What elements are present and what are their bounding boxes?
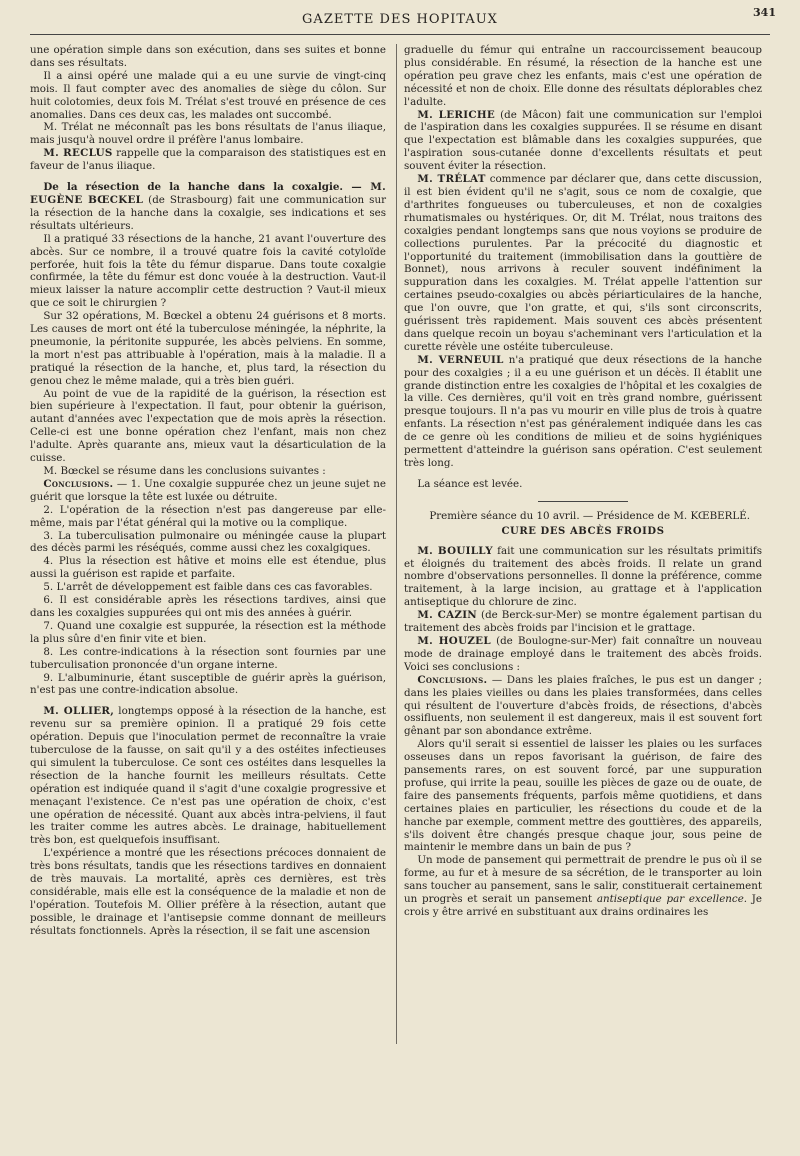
speaker-name: M. TRÉLAT bbox=[417, 173, 486, 186]
running-title: GAZETTE DES HOPITAUX bbox=[302, 12, 498, 27]
paragraph bbox=[404, 173, 762, 354]
speaker-name: — M. EUGÈNE BŒCKEL bbox=[30, 181, 386, 206]
speaker-name: M. LERICHE bbox=[417, 108, 496, 121]
conclusion-item: 5. L'arrêt de développement est faible dans ces cas favorables. bbox=[43, 581, 373, 594]
paragraph-text: (de Berck-sur-Mer) se montre également partisan du traitement des abcès froids par l'incision et le grattage. bbox=[404, 609, 762, 635]
paragraph-text: — 1. Une coxalgie suppurée chez un jeune sujet ne guérit que lorsque la tête est luxée ou détruite. bbox=[30, 477, 386, 503]
paragraph: M. Trélat ne méconnaît pas les bons résultats de l'anus iliaque, mais jusqu'à nouvel ordre il préfère l'anus lombaire. bbox=[30, 121, 386, 147]
paragraph-text: (de Boulogne-sur-Mer) fait connaître un nouveau mode de drainage employé dans le traitement des abcès froids. Voici ses conclusions : bbox=[404, 634, 762, 673]
conclusion-item: 8. Les contre-indications à la résection sont fournies par une tuberculisation prononcée d'un organe interne. bbox=[30, 645, 386, 671]
paragraph-text: commence par déclarer que, dans cette discussion, il est bien évident qu'il ne s'agit, sous ce nom de coxalgie, que d'arthrites fongueuses ou tuberculeuses, et non de coxalgies rhumatismales ou hystériques. Or, dit M. Trélat, nous traitons des coxalgies pendant longtemps sans que nous voyions se produire de collections purulentes. Par la précocité du diagnostic et l'opportunité du traitement (immobilisation dans la gouttière de Bonnet), nous arrivons à reculer souvent indéfiniment la suppuration dans les coxalgies. M. Trélat appelle l'attention sur certaines pseudo-coxalgies ou abcès périarticulaires de la hanche, que l'on ouvre, que l'on gratte, et qui, s'ils sont circonscrits, guérissent très rapidement. Mais souvent ces abcès présentent dans quelque recoin un boyau s'acheminant vers l'articulation et la curette révèle une ostéite tuberculeuse. bbox=[404, 173, 762, 353]
paragraph-text: (de Strasbourg) fait une communication sur la résection de la hanche dans la coxalgie, ses indications et ses résultats ultérieurs. bbox=[30, 193, 386, 232]
conclusion-item: 3. La tuberculisation pulmonaire ou méningée cause la plupart des décès parmi les réséqués, comme aussi chez les coxalgiques. bbox=[30, 529, 386, 555]
paragraph: Il a ainsi opéré une malade qui a eu une survie de vingt-cinq mois. Il faut compter avec des anomalies de siège du côlon. Sur huit colotomies, deux fois M. Trélat s'est trouvé en présence de ces anomalies. Dans ces deux cas, les malades ont succombé. bbox=[30, 69, 386, 121]
speaker-name: M. VERNEUIL bbox=[417, 353, 504, 366]
paragraph: une opération simple dans son exécution, dans ses suites et bonne dans ses résultats. bbox=[30, 44, 386, 69]
conclusion-item: 2. L'opération de la résection n'est pas dangereuse par elle-même, mais par l'état général qui la motive ou la complique. bbox=[30, 503, 386, 529]
section-rule bbox=[538, 501, 628, 502]
speaker-name: M. OLLIER, bbox=[43, 705, 115, 718]
conclusions-label: Conclusions. bbox=[43, 477, 114, 490]
paragraph bbox=[30, 181, 386, 233]
paragraph: graduelle du fémur qui entraîne un raccourcissement beaucoup plus considérable. En résumé, la résection de la hanche est une opération peu grave chez les enfants, mais c'est une opération de nécessité et non de choix. Elle donne des résultats déplorables chez l'adulte. bbox=[404, 44, 762, 108]
page-number: 341 bbox=[753, 6, 776, 19]
conclusion-item: 4. Plus la résection est hâtive et moins elle est étendue, plus aussi la guérison est rapide et parfaite. bbox=[30, 555, 386, 581]
paragraph-text: fait une communication sur les résultats primitifs et éloignés du traitement des abcès froids. Il relate un grand nombre d'observations personnelles. Il donne la préférence, comme traitement, à la large incision, au grattage et à l'application antiseptique du chlorure de zinc. bbox=[404, 544, 762, 609]
speaker-name: M. RECLUS bbox=[43, 147, 113, 160]
italic-phrase: antiseptique par excellence. bbox=[596, 893, 748, 906]
speaker-name: M. CAZIN bbox=[417, 609, 478, 622]
paragraph-text: Je crois y être arrivé en substituant aux drains ordinaires les bbox=[404, 893, 762, 918]
paragraph bbox=[404, 609, 762, 635]
paragraph bbox=[404, 354, 762, 470]
speaker-name: M. HOUZEL bbox=[417, 634, 491, 647]
paragraph-text: rappelle que la comparaison des statistiques est en faveur de l'anus iliaque. bbox=[30, 147, 386, 173]
paragraph-text: — Dans les plaies fraîches, le pus est un danger ; dans les plaies vieilles ou dans les plaies transformées, dans celles qui résultent de l'ouverture d'abcès froids, de résections, d'abcès ossifluents, non seulement il est dangereux, mais il est souvent fort gênant par son abondance extrême. bbox=[404, 673, 762, 738]
speaker-name: M. BOUILLY bbox=[417, 544, 493, 557]
spacer bbox=[30, 173, 386, 181]
paragraph-text: longtemps opposé à la résection de la hanche, est revenu sur sa première opinion. Il a pratiqué 29 fois cette opération. Depuis que l'inoculation permet de reconnaître la vraie tuberculose de la fausse, on sait qu'il y a des ostéites infectieuses qui simulent la tuberculose. Ce sont ces ostéites dans lesquelles la résection de la hanche fournit les meilleurs résultats. Cette opération est indiquée quand il s'agit d'une coxalgie progressive et menaçant l'existence. Ce n'est pas une opération de choix, c'est une opération de nécessité. Quant aux abcès intra-pelviens, il faut les traiter comme les autres abcès. Le drainage, habituellement très bon, est quelquefois insuffisant. bbox=[30, 705, 386, 847]
paragraph bbox=[30, 705, 386, 847]
left-column bbox=[30, 44, 386, 938]
paragraph: Alors qu'il serait si essentiel de laisser les plaies ou les surfaces osseuses dans un repos favorisant la guérison, de faire des pansements rares, on est souvent forcé, par une suppuration profuse, qui irrite la peau, souille les pièces de gaze ou de ouate, de faire des pansements fréquents, parfois même quotidiens, et dans certaines plaies en particulier, les résections du coude et de la hanche par exemple, comment mettre des gouttières, des appareils, s'ils doivent être changés presque chaque jour, sous peine de maintenir le membre dans un bain de pus ? bbox=[404, 738, 762, 854]
conclusion-item: 7. Quand une coxalgie est suppurée, la résection est la méthode la plus sûre d'en finir vite et bien. bbox=[30, 619, 386, 645]
paragraph: L'expérience a montré que les résections précoces donnaient de très bons résultats, tandis que les résections tardives en donnaient de très mauvais. La mortalité, après ces dernières, est très considérable, mais elle est la conséquence de la maladie et non de l'opération. Toutefois M. Ollier préfère à la résection, autant que possible, le drainage et l'antisepsie comme donnant de meilleurs résultats fonctionnels. Après la résection, il se fait une ascension bbox=[30, 847, 386, 937]
paragraph bbox=[30, 478, 386, 504]
paragraph bbox=[404, 854, 762, 919]
section-heading: De la résection de la hanche dans la coxalgie. bbox=[43, 181, 344, 194]
paragraph: La séance est levée. bbox=[417, 477, 523, 490]
paragraph: Au point de vue de la rapidité de la guérison, la résection est bien supérieure à l'expectation. Il faut, pour obtenir la guérison, autant d'années avec l'expectation que de mois après la résection. Celle-ci est une bonne opération chez l'enfant, mais non chez l'adulte. Après quarante ans, mieux vaut la désarticulation de la cuisse. bbox=[30, 387, 386, 465]
conclusions-label: Conclusions. bbox=[417, 673, 488, 686]
paragraph-text: (de Mâcon) fait une communication sur l'emploi de l'aspiration dans les coxalgies suppurées. Il se résume en disant que l'expectation est blâmable dans les coxalgies suppurées, que l'aspiration sous-cutanée donne d'excellents résultats et peut souvent éviter la résection. bbox=[404, 108, 762, 173]
session-heading: Première séance du 10 avril. — Présidence de M. KŒBERLÉ. bbox=[429, 509, 751, 522]
paragraph: Il a pratiqué 33 résections de la hanche, 21 avant l'ouverture des abcès. Sur ce nombre, il a trouvé quatre fois la cavité cotyloïde perforée, huit fois la tête du fémur disparue. Dans toute coxalgie confirmée, la tête du fémur est donc vouée à la destruction. Vaut-il mieux laisser la nature accomplir cette destruction ? Vaut-il mieux que ce soit le chirurgien ? bbox=[30, 232, 386, 310]
paragraph bbox=[404, 109, 762, 174]
paragraph-text: n'a pratiqué que deux résections de la hanche pour des coxalgies ; il a eu une guérison et un décès. Il établit une grande distinction entre les coxalgies de l'hôpital et les coxalgies de la ville. Ces dernières, qu'il voit en très grand nombre, guérissent presque toujours. Il n'a pas vu mourir en ville plus de trois à quatre enfants. La résection n'est pas généralement indiquée dans les cas de ce genre où les conditions de milieu et de soins hygiéniques permettent d'atteindre la guérison sans opération. C'est seulement très long. bbox=[404, 353, 762, 469]
right-column bbox=[404, 44, 762, 919]
conclusion-item: 9. L'albuminurie, étant susceptible de guérir après la guérison, n'est pas une contre-indication absolue. bbox=[30, 671, 386, 697]
column-divider bbox=[396, 44, 397, 1044]
paragraph bbox=[404, 635, 762, 674]
paragraph bbox=[30, 147, 386, 173]
header-rule bbox=[30, 34, 770, 35]
paragraph-text: Un mode de pansement qui permettrait de prendre le pus où il se forme, au fur et à mesure de sa sécrétion, de le transporter au loin sans toucher au pansement, sans le salir, constituerait certainement un progrès et serait un pansement bbox=[404, 854, 762, 906]
paragraph: M. Bœckel se résume dans les conclusions suivantes : bbox=[43, 465, 326, 477]
section-title: CURE DES ABCÈS FROIDS bbox=[501, 525, 665, 537]
conclusion-item: 6. Il est considérable après les résections tardives, ainsi que dans les coxalgies suppurées qui ont mis des années à guérir. bbox=[30, 594, 386, 619]
spacer bbox=[404, 470, 762, 478]
paragraph: Sur 32 opérations, M. Bœckel a obtenu 24 guérisons et 8 morts. Les causes de mort ont été la tuberculose méningée, la néphrite, la pneumonie, la péritonite suppurée, les abcès pelviens. En somme, la mort n'est pas attribuable à l'opération, mais à la maladie. Il a pratiqué la résection de la hanche, et, plus tard, la résection du genou chez le même malade, qui a très bien guéri. bbox=[30, 310, 386, 387]
spacer bbox=[30, 697, 386, 705]
paragraph bbox=[404, 674, 762, 739]
paragraph bbox=[404, 545, 762, 610]
